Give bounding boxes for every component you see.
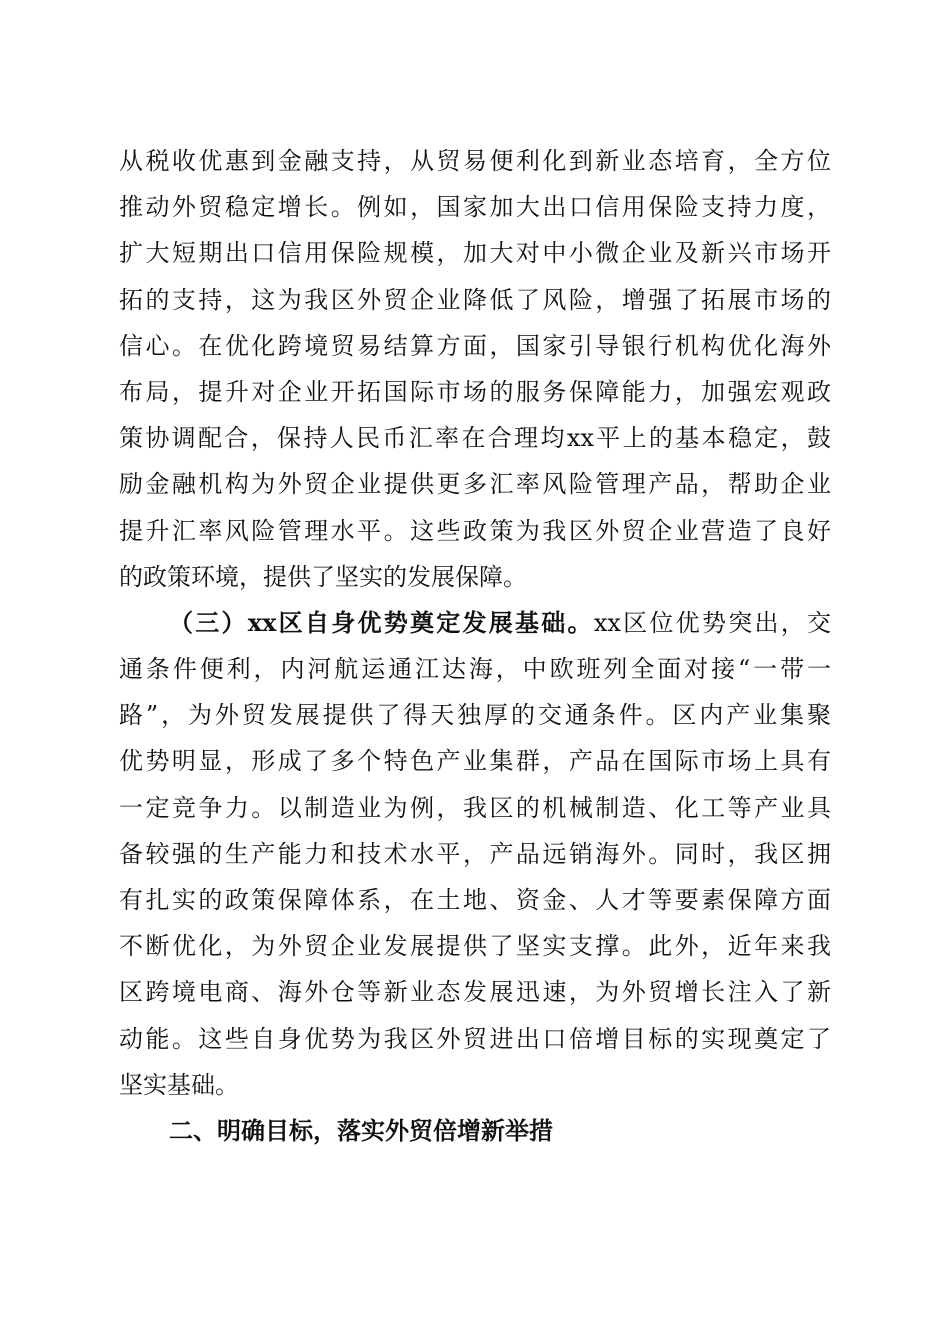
text-line: 一定竞争力。以制造业为例，我区的机械制造、化工等产业具 <box>119 793 831 822</box>
text-line: 信心。在优化跨境贸易结算方面，国家引导银行机构优化海外 <box>119 331 831 360</box>
paragraph-policy-support <box>119 138 831 600</box>
text-line: 推动外贸稳定增长。例如，国家加大出口信用保险支持力度， <box>119 193 831 222</box>
text-line: 优势明显，形成了多个特色产业集群，产品在国际市场上具有 <box>119 747 831 776</box>
text-line: 扩大短期出口信用保险规模，加大对中小微企业及新兴市场开 <box>119 239 831 268</box>
text-run: xx区位优势突出，交 <box>593 608 831 637</box>
section-heading: 二、明确目标，落实外贸倍增新举措 <box>169 1116 553 1145</box>
paragraph-district-advantages <box>119 600 831 1108</box>
text-line: 区跨境电商、海外仓等新业态发展迅速，为外贸增长注入了新 <box>119 978 831 1007</box>
text-line: 备较强的生产能力和技术水平，产品远销海外。同时，我区拥 <box>119 839 831 868</box>
text-line: 有扎实的政策保障体系，在土地、资金、人才等要素保障方面 <box>119 886 831 914</box>
text-line: 不断优化，为外贸企业发展提供了坚实支撑。此外，近年来我 <box>119 932 831 961</box>
text-line: 坚实基础。 <box>119 1070 239 1099</box>
text-line: 策协调配合，保持人民币汇率在合理均xx平上的基本稳定，鼓 <box>119 424 831 453</box>
text-line: 动能。这些自身优势为我区外贸进出口倍增目标的实现奠定了 <box>119 1024 831 1053</box>
text-line: 布局，提升对企业开拓国际市场的服务保障能力，加强宏观政 <box>119 377 831 406</box>
document-body <box>119 138 831 1154</box>
text-line: 从税收优惠到金融支持，从贸易便利化到新业态培育，全方位 <box>119 147 831 175</box>
text-line: 拓的支持，这为我区外贸企业降低了风险，增强了拓展市场的 <box>119 285 831 314</box>
paragraph-first-line <box>119 600 831 646</box>
text-line: 路”，为外贸发展提供了得天独厚的交通条件。区内产业集聚 <box>119 701 831 730</box>
subsection-title: （三）xx区自身优势奠定发展基础。 <box>169 607 594 637</box>
text-line: 的政策环境，提供了坚实的发展保障。 <box>119 562 527 591</box>
text-line: 通条件便利，内河航运通江达海，中欧班列全面对接“一带一 <box>119 655 831 684</box>
text-line: 提升汇率风险管理水平。这些政策为我区外贸企业营造了良好 <box>119 516 831 545</box>
text-line: 励金融机构为外贸企业提供更多汇率风险管理产品，帮助企业 <box>119 470 831 499</box>
